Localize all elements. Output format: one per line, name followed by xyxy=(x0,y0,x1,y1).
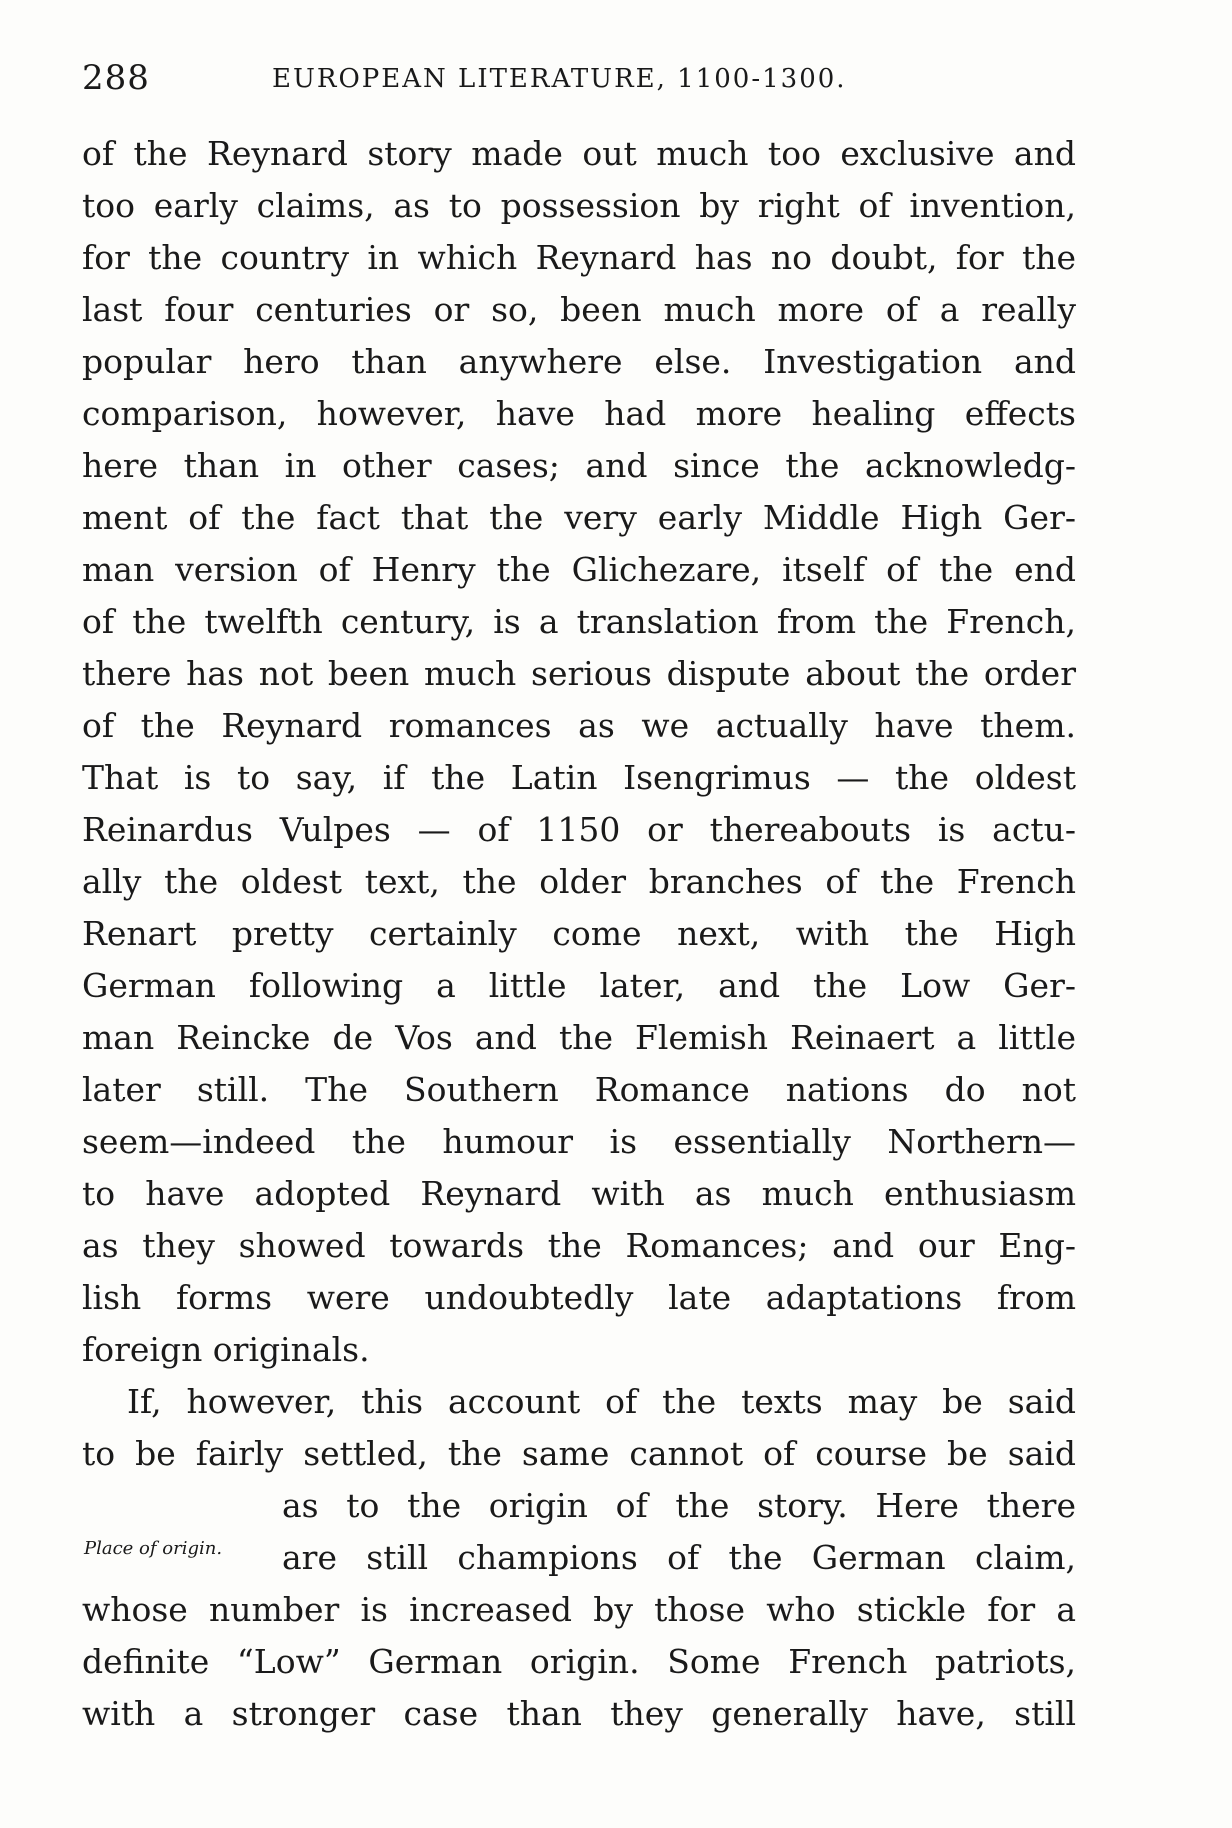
text-line: popular hero than anywhere else. Investigation and xyxy=(82,342,1076,381)
text-line: man version of Henry the Glichezare, itself of the end xyxy=(82,550,1076,589)
running-title: EUROPEAN LITERATURE, 1100-1300. xyxy=(272,64,847,94)
text-line: to have adopted Reynard with as much enthusiasm xyxy=(82,1174,1076,1213)
text-line: of the Reynard story made out much too exclusive and xyxy=(82,134,1076,173)
text-line: to be fairly settled, the same cannot of course be said xyxy=(82,1434,1076,1473)
text-line: lish forms were undoubtedly late adaptations from xyxy=(82,1278,1076,1317)
text-line: for the country in which Reynard has no doubt, for the xyxy=(82,238,1076,277)
text-line: definite “Low” German origin. Some French patriots, xyxy=(82,1642,1076,1681)
text-line: too early claims, as to possession by right of invention, xyxy=(82,186,1076,225)
text-line: later still. The Southern Romance nations do not xyxy=(82,1070,1076,1109)
page-number: 288 xyxy=(82,58,150,98)
text-line: Reinardus Vulpes — of 1150 or thereabouts is actu- xyxy=(82,810,1076,849)
text-line: German following a little later, and the Low Ger- xyxy=(82,966,1076,1005)
text-line: ment of the fact that the very early Middle High Ger- xyxy=(82,498,1076,537)
text-line: last four centuries or so, been much more of a really xyxy=(82,290,1076,329)
text-line: of the twelfth century, is a translation from the French, xyxy=(82,602,1076,641)
text-line: Renart pretty certainly come next, with the High xyxy=(82,914,1076,953)
text-line: comparison, however, have had more healing effects xyxy=(82,394,1076,433)
running-head xyxy=(82,58,1076,98)
text-line: with a stronger case than they generally have, still xyxy=(82,1694,1076,1733)
text-line: seem—indeed the humour is essentially Northern— xyxy=(82,1122,1076,1161)
text-line: as to the origin of the story. Here there xyxy=(282,1486,1076,1525)
text-line: foreign originals. xyxy=(82,1330,370,1369)
text-line: of the Reynard romances as we actually have them. xyxy=(82,706,1076,745)
text-line: as they showed towards the Romances; and our Eng- xyxy=(82,1226,1076,1265)
text-line-paragraph-start: If, however, this account of the texts may be said xyxy=(127,1382,1076,1421)
text-line: are still champions of the German claim, xyxy=(282,1538,1076,1577)
body-text xyxy=(82,128,1076,1740)
text-line: here than in other cases; and since the acknowledg- xyxy=(82,446,1076,485)
text-line: man Reincke de Vos and the Flemish Reinaert a little xyxy=(82,1018,1076,1057)
text-line: ally the oldest text, the older branches of the French xyxy=(82,862,1076,901)
text-line: That is to say, if the Latin Isengrimus — the oldest xyxy=(82,758,1076,797)
text-line: there has not been much serious dispute about the order xyxy=(82,654,1076,693)
text-line: whose number is increased by those who stickle for a xyxy=(82,1590,1076,1629)
marginal-note: Place of origin. xyxy=(84,1538,223,1559)
